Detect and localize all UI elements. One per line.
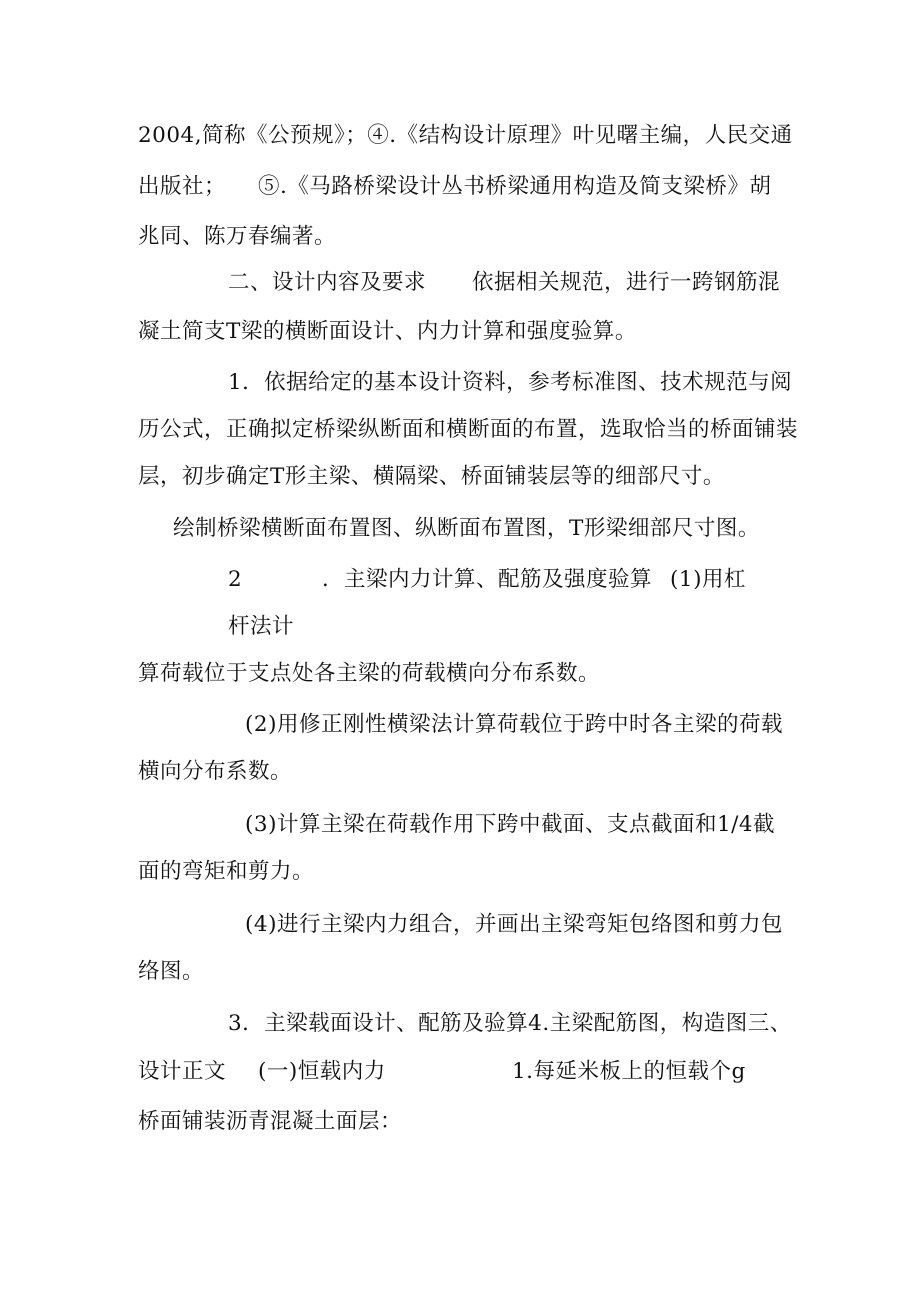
text-line: 1.每延米板上的恒载个g <box>512 1059 746 1084</box>
text-line: 1．依据给定的基本设计资料，参考标准图、技术规范与阅 <box>228 370 793 395</box>
text-line: 横向分布系数。 <box>138 759 293 784</box>
section-heading: 二、设计内容及要求 <box>228 270 427 295</box>
text-line: 依据相关规范，进行一跨钢筋混 <box>472 270 781 295</box>
text-line: 算荷载位于支点处各主梁的荷载横向分布系数。 <box>138 661 601 686</box>
text-line: 面的弯矩和剪力。 <box>138 859 315 884</box>
text-line: (2)用修正刚性横梁法计算荷载位于跨中时各主梁的荷载 <box>245 712 783 737</box>
text-line: 凝土简支T梁的横断面设计、内力计算和强度验算。 <box>138 319 637 344</box>
text-line: 层，初步确定T形主梁、横隔梁、桥面铺装层等的细部尺寸。 <box>138 464 725 489</box>
text-line: 历公式，正确拟定桥梁纵断面和横断面的布置，选取恰当的桥面铺装 <box>138 417 799 442</box>
text-line: 兆同、陈万春编著。 <box>138 224 337 249</box>
text-line: 3．主梁载面设计、配筋及验算4.主梁配筋图，构造图三、 <box>228 1011 792 1036</box>
text-line: 杆法计 <box>228 614 295 639</box>
text-line: 绘制桥梁横断面布置图、纵断面布置图，T形梁细部尺寸图。 <box>173 516 760 541</box>
text-line: (4)进行主梁内力组合，并画出主梁弯矩包络图和剪力包 <box>245 912 783 937</box>
list-number: 2 <box>228 567 243 592</box>
text-line: 2004,简称《公预规》；④.《结构设计原理》叶见曙主编，人民交通 <box>138 123 793 148</box>
text-line: (3)计算主梁在荷载作用下跨中截面、支点截面和1/4截 <box>245 812 776 837</box>
text-line: 络图。 <box>138 959 205 984</box>
text-line: ⑤.《马路桥梁设计丛书桥梁通用构造及简支梁桥》胡 <box>258 174 772 199</box>
text-line: 设计正文 <box>138 1059 227 1084</box>
text-line: (一)恒载内力 <box>258 1059 386 1084</box>
text-line: 桥面铺装沥青混凝土面层： <box>138 1109 403 1134</box>
text-line: 出版社； <box>138 174 227 199</box>
text-line: (1)用杠 <box>670 567 746 592</box>
text-line: ．主梁内力计算、配筋及强度验算 <box>322 567 653 592</box>
